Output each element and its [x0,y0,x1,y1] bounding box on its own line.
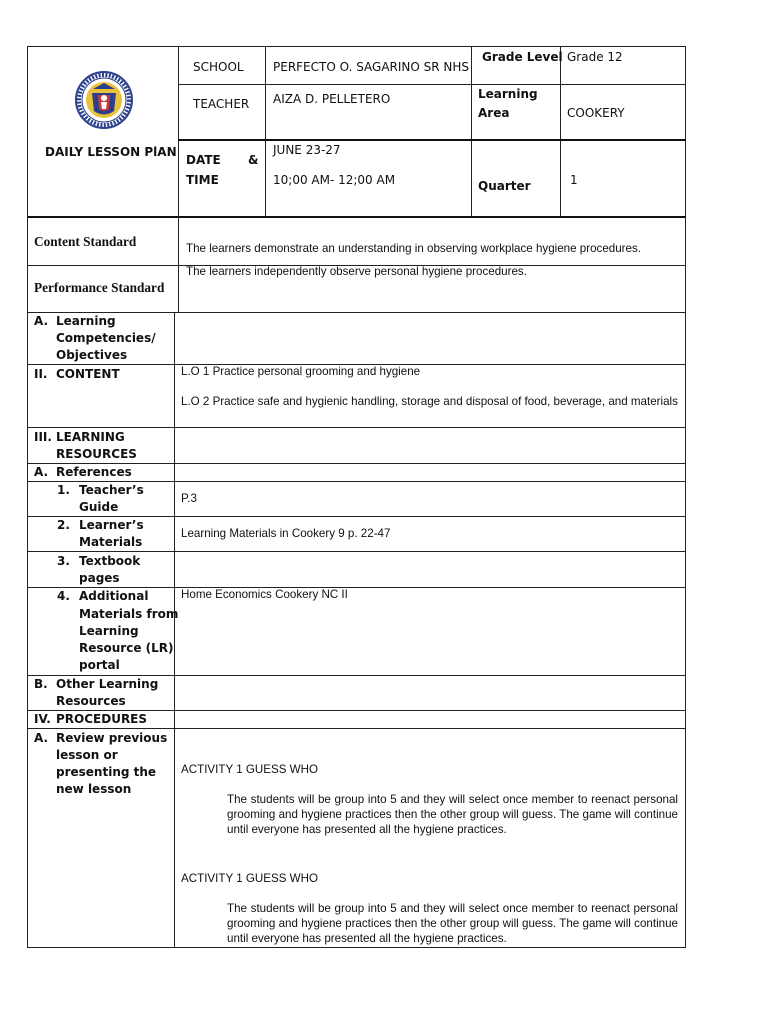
activity1-title: ACTIVITY 1 GUESS WHO [181,763,319,776]
school-label: SCHOOL [193,60,244,74]
am-label-2: Materials from [79,607,179,621]
lm-label-1: Learner’s [79,518,144,532]
procedures-num: IV. [34,712,51,726]
review-label-3: presenting the [56,765,157,779]
review-label-1: Review previous [56,731,168,745]
date-label-1: DATE [186,153,221,167]
date-label-2: TIME [186,173,219,187]
tg-label-2: Guide [79,500,119,514]
olr-num: B. [34,677,48,691]
am-label-3: Learning [79,624,139,638]
references-label: References [56,465,132,479]
teacher-label: TEACHER [193,97,250,111]
content-standard-label: Content Standard [34,234,137,249]
objectives-label-2: Competencies/ [56,331,156,345]
activity1-line3: until everyone has presented all the hygiene practices. [227,823,507,836]
content-standard-value: The learners demonstrate an understanding in observing workplace hygiene procedures. [186,242,642,255]
olr-label-1: Other Learning [56,677,159,691]
content-lo2: L.O 2 Practice safe and hygienic handling, storage and disposal of food, beverage, and materials [181,395,678,408]
procedures-label: PROCEDURES [56,712,148,726]
activity2-title: ACTIVITY 1 GUESS WHO [181,872,319,885]
activity1-line2: grooming and hygiene practices then the other group will guess. The game will continue [227,808,678,821]
review-label-4: new lesson [56,782,132,796]
objectives-label-1: Learning [56,314,116,328]
date-value: JUNE 23-27 [273,143,341,157]
tg-label-1: Teacher’s [79,483,144,497]
learning-area-label-1: Learning [478,87,538,101]
lm-num: 2. [57,518,70,532]
performance-standard-value: The learners independently observe personal hygiene procedures. [186,265,527,278]
time-value: 10;00 AM- 12;00 AM [273,173,396,187]
tb-label-1: Textbook [79,554,141,568]
school-value: PERFECTO O. SAGARINO SR NHS [273,60,470,74]
resources-label-2: RESOURCES [56,447,137,461]
quarter-value: 1 [570,173,578,187]
learning-area-value: COOKERY [567,106,625,120]
lm-value: Learning Materials in Cookery 9 p. 22-47 [181,527,391,540]
am-label-1: Additional [79,589,149,603]
quarter-label: Quarter [478,179,531,193]
lm-label-2: Materials [79,535,143,549]
date-label-amp: & [248,153,259,167]
am-label-5: portal [79,658,120,672]
activity2-line3: until everyone has presented all the hygiene practices. [227,932,507,945]
activity1-line1: The students will be group into 5 and they will select once member to reenact personal [227,793,678,806]
tg-value: P.3 [181,492,197,505]
content-label: CONTENT [56,367,120,381]
performance-standard-label: Performance Standard [34,280,165,295]
am-value: Home Economics Cookery NC II [181,588,348,601]
grade-level-label: Grade Level [482,50,563,64]
tb-label-2: pages [79,571,120,585]
grade-level-value: Grade 12 [567,50,623,64]
tg-num: 1. [57,483,70,497]
tb-num: 3. [57,554,70,568]
am-num: 4. [57,589,70,603]
content-num: II. [34,367,48,381]
plan-title: DAILY LESSON PlAN [45,145,177,159]
teacher-value: AIZA D. PELLETERO [273,92,391,106]
activity2-line2: grooming and hygiene practices then the other group will guess. The game will continue [227,917,678,930]
deped-seal-icon [75,71,133,129]
learning-area-label-2: Area [478,106,510,120]
content-lo1: L.O 1 Practice personal grooming and hygiene [181,365,421,378]
review-label-2: lesson or [56,748,118,762]
resources-label-1: LEARNING [56,430,125,444]
olr-label-2: Resources [56,694,126,708]
activity2-line1: The students will be group into 5 and they will select once member to reenact personal [227,902,678,915]
objectives-num: A. [34,314,49,328]
am-label-4: Resource (LR) [79,641,174,655]
objectives-label-3: Objectives [56,348,128,362]
references-num: A. [34,465,49,479]
resources-num: III. [34,430,52,444]
review-num: A. [34,731,49,745]
